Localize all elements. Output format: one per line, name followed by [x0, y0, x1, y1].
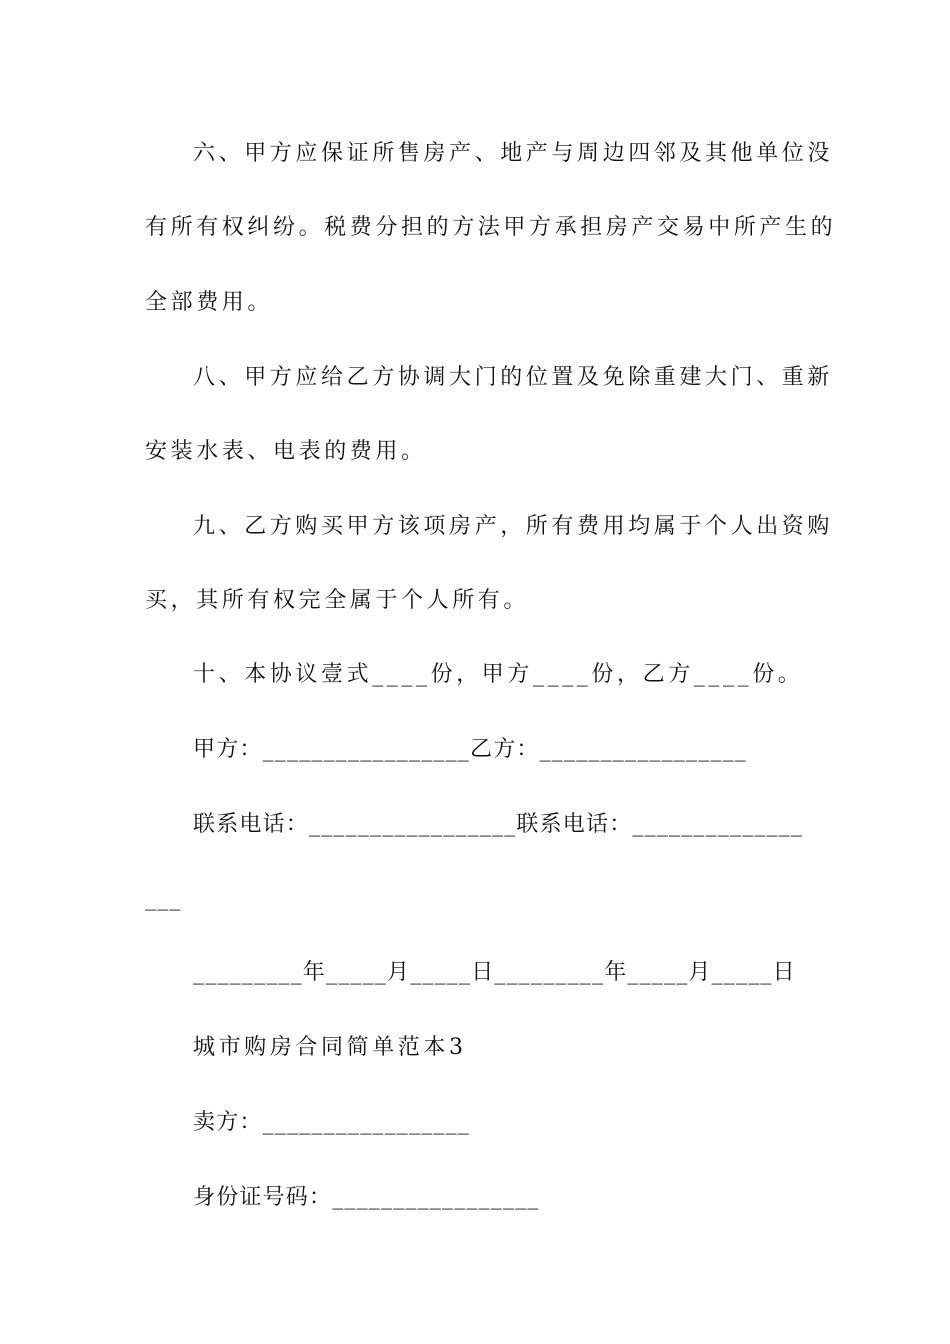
- clause-6-line-3: 全部费用。: [145, 290, 274, 315]
- clause-9-line-2: 买，其所有权完全属于个人所有。: [145, 588, 530, 613]
- contact-phone-line: 联系电话：_________________联系电话：______________: [193, 812, 804, 837]
- section-title: 城市购房合同简单范本3: [193, 1035, 467, 1060]
- party-signature-line: 甲方：_________________乙方：_________________: [193, 737, 748, 762]
- clause-9-line-1: 九、乙方购买甲方该项房产，所有费用均属于个人出资购: [193, 514, 834, 539]
- seller-line: 卖方：_________________: [193, 1110, 471, 1135]
- date-line: _________年_____月_____日_________年_____月_____日: [193, 960, 796, 985]
- contact-phone-continuation: ___: [145, 886, 182, 911]
- clause-6-line-2: 有所有权纠纷。税费分担的方法甲方承担房产交易中所产生的: [145, 215, 837, 240]
- clause-10-copies: 十、本协议壹式____份，甲方____份，乙方____份。: [193, 662, 804, 687]
- id-number-line: 身份证号码：_________________: [193, 1185, 540, 1210]
- clause-8-line-2: 安装水表、电表的费用。: [145, 439, 427, 464]
- clause-6-line-1: 六、甲方应保证所售房产、地产与周边四邻及其他单位没: [193, 141, 834, 166]
- clause-8-line-1: 八、甲方应给乙方协调大门的位置及免除重建大门、重新: [193, 365, 834, 390]
